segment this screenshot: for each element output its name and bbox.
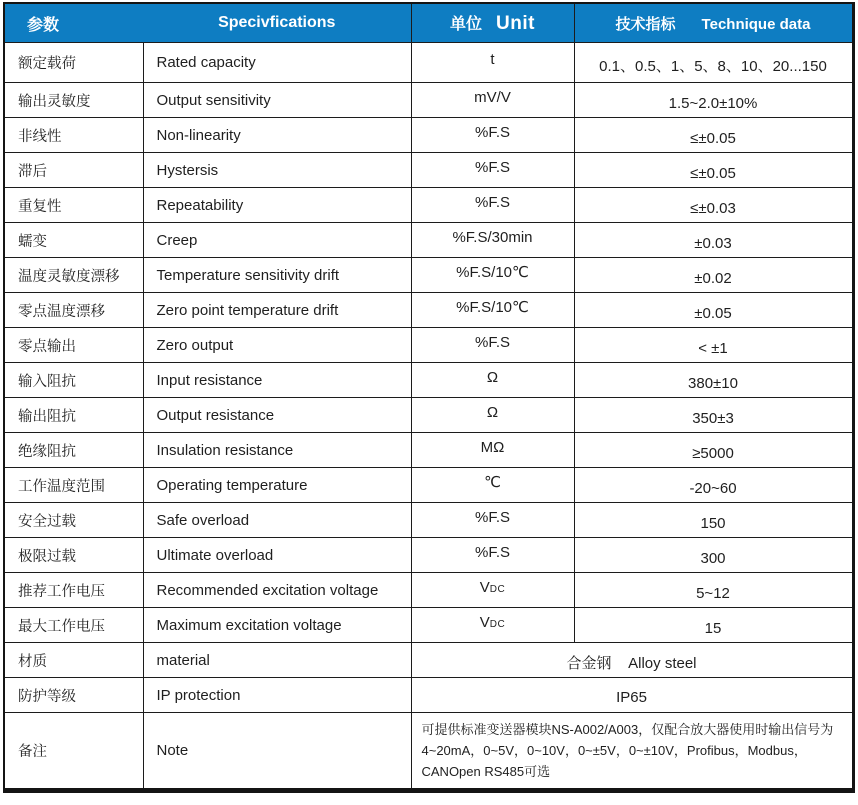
unit-cell bbox=[411, 258, 574, 293]
unit-subscript: DC bbox=[489, 583, 506, 595]
param-cell-zh: 输入阻抗 bbox=[4, 363, 143, 398]
table-row bbox=[4, 153, 853, 188]
table-row bbox=[4, 643, 853, 678]
unit-cell bbox=[411, 503, 574, 538]
header-unit-zh: 单位 bbox=[450, 16, 483, 33]
value-cell: ±0.02 bbox=[574, 258, 853, 293]
value-cell: 15 bbox=[574, 608, 853, 643]
unit-cell bbox=[411, 83, 574, 118]
table-row bbox=[4, 83, 853, 118]
unit-cell bbox=[411, 188, 574, 223]
header-param-zh: 参数 bbox=[27, 16, 60, 34]
unit-cell bbox=[411, 223, 574, 258]
value-cell: 5~12 bbox=[574, 573, 853, 608]
value-cell: < ±1 bbox=[574, 328, 853, 363]
param-cell-zh: 最大工作电压 bbox=[4, 608, 143, 643]
param-cell-zh: 非线性 bbox=[4, 118, 143, 153]
spec-cell-en: material bbox=[143, 643, 411, 678]
unit-cell bbox=[411, 608, 574, 643]
unit-cell bbox=[411, 363, 574, 398]
spec-table-body bbox=[4, 43, 853, 791]
unit-text: %F.S bbox=[474, 158, 510, 176]
unit-cell bbox=[411, 538, 574, 573]
unit-text: t bbox=[490, 51, 495, 68]
table-row bbox=[4, 573, 853, 608]
param-cell-zh: 额定载荷 bbox=[4, 43, 143, 83]
unit-text: Ω bbox=[486, 368, 499, 386]
unit-cell bbox=[411, 468, 574, 503]
table-row bbox=[4, 678, 853, 713]
table-row bbox=[4, 258, 853, 293]
unit-text: V bbox=[479, 578, 490, 596]
value-cell: 1.5~2.0±10% bbox=[574, 83, 853, 118]
spec-cell-en: Recommended excitation voltage bbox=[143, 573, 411, 608]
spec-cell-en: Hystersis bbox=[143, 153, 411, 188]
spec-cell-en: Input resistance bbox=[143, 363, 411, 398]
unit-cell bbox=[411, 398, 574, 433]
table-row bbox=[4, 363, 853, 398]
param-cell-zh: 温度灵敏度漂移 bbox=[4, 258, 143, 293]
unit-cell bbox=[411, 118, 574, 153]
spec-cell-en: Zero point temperature drift bbox=[143, 293, 411, 328]
spec-cell-en: Rated capacity bbox=[143, 43, 411, 83]
value-cell: ≤±0.03 bbox=[574, 188, 853, 223]
unit-text: ℃ bbox=[484, 474, 501, 491]
param-cell-zh: 备注 bbox=[4, 713, 143, 791]
header-data-zh: 技术指标 bbox=[615, 15, 676, 33]
header-unit bbox=[411, 3, 574, 43]
unit-cell bbox=[411, 293, 574, 328]
spec-sheet bbox=[3, 2, 855, 793]
value-cell: 380±10 bbox=[574, 363, 853, 398]
value-cell: ≤±0.05 bbox=[574, 118, 853, 153]
param-cell-zh: 防护等级 bbox=[4, 678, 143, 713]
unit-text: %F.S bbox=[474, 508, 510, 526]
param-cell-zh: 零点温度漂移 bbox=[4, 293, 143, 328]
param-cell-zh: 工作温度范围 bbox=[4, 468, 143, 503]
table-row bbox=[4, 713, 853, 791]
header-specifications bbox=[143, 3, 411, 43]
header-data-en: Technique data bbox=[701, 15, 811, 33]
table-row bbox=[4, 188, 853, 223]
unit-text: %F.S/10℃ bbox=[456, 264, 529, 281]
table-row bbox=[4, 223, 853, 258]
value-cell: 150 bbox=[574, 503, 853, 538]
unit-cell bbox=[411, 328, 574, 363]
unit-subscript: DC bbox=[489, 618, 506, 630]
param-cell-zh: 推荐工作电压 bbox=[4, 573, 143, 608]
merged-value-cell: IP65 bbox=[411, 678, 853, 713]
unit-text: %F.S bbox=[474, 193, 510, 211]
value-cell: ±0.03 bbox=[574, 223, 853, 258]
merged-value-cell: 可提供标准变送器模块NS-A002/A003，仅配合放大器使用时输出信号为4~20mA，0~5V，0~10V，0~±5V，0~±10V，Profibus，Modbus，CANOpen RS485可选 bbox=[411, 713, 853, 791]
table-row bbox=[4, 293, 853, 328]
unit-text: %F.S/10℃ bbox=[456, 299, 529, 316]
unit-text: %F.S bbox=[474, 333, 510, 351]
value-cell: -20~60 bbox=[574, 468, 853, 503]
spec-cell-en: Maximum excitation voltage bbox=[143, 608, 411, 643]
table-row bbox=[4, 328, 853, 363]
value-cell: ≥5000 bbox=[574, 433, 853, 468]
unit-cell bbox=[411, 153, 574, 188]
table-row bbox=[4, 503, 853, 538]
unit-cell bbox=[411, 573, 574, 608]
unit-text: V bbox=[479, 613, 490, 631]
spec-cell-en: Creep bbox=[143, 223, 411, 258]
spec-cell-en: Temperature sensitivity drift bbox=[143, 258, 411, 293]
value-cell: ±0.05 bbox=[574, 293, 853, 328]
param-cell-zh: 输出阻抗 bbox=[4, 398, 143, 433]
value-cell: 350±3 bbox=[574, 398, 853, 433]
unit-text: mV/V bbox=[474, 88, 511, 106]
param-cell-zh: 绝缘阻抗 bbox=[4, 433, 143, 468]
spec-cell-en: Note bbox=[143, 713, 411, 791]
table-row bbox=[4, 398, 853, 433]
header-unit-en: Unit bbox=[496, 13, 535, 34]
spec-cell-en: Output sensitivity bbox=[143, 83, 411, 118]
param-cell-zh: 重复性 bbox=[4, 188, 143, 223]
header-technique-data bbox=[574, 3, 853, 43]
table-row bbox=[4, 433, 853, 468]
spec-cell-en: Insulation resistance bbox=[143, 433, 411, 468]
unit-text: Ω bbox=[486, 403, 499, 421]
spec-cell-en: Repeatability bbox=[143, 188, 411, 223]
header-spec-en: Specivfications bbox=[218, 14, 336, 31]
spec-cell-en: Safe overload bbox=[143, 503, 411, 538]
param-cell-zh: 材质 bbox=[4, 643, 143, 678]
table-row bbox=[4, 43, 853, 83]
value-cell: 0.1、0.5、1、5、8、10、20...150 bbox=[574, 43, 853, 83]
spec-cell-en: Ultimate overload bbox=[143, 538, 411, 573]
param-cell-zh: 安全过载 bbox=[4, 503, 143, 538]
table-row bbox=[4, 538, 853, 573]
spec-cell-en: Non-linearity bbox=[143, 118, 411, 153]
spec-cell-en: Output resistance bbox=[143, 398, 411, 433]
value-cell: 300 bbox=[574, 538, 853, 573]
value-cell: ≤±0.05 bbox=[574, 153, 853, 188]
spec-table bbox=[3, 2, 855, 793]
unit-text: MΩ bbox=[480, 438, 505, 456]
param-cell-zh: 滞后 bbox=[4, 153, 143, 188]
unit-text: %F.S/30min bbox=[452, 228, 533, 246]
header-row bbox=[4, 3, 853, 43]
param-cell-zh: 输出灵敏度 bbox=[4, 83, 143, 118]
merged-value-cell: 合金钢 Alloy steel bbox=[411, 643, 853, 678]
spec-cell-en: Operating temperature bbox=[143, 468, 411, 503]
unit-cell bbox=[411, 43, 574, 83]
param-cell-zh: 零点输出 bbox=[4, 328, 143, 363]
unit-cell bbox=[411, 433, 574, 468]
param-cell-zh: 极限过载 bbox=[4, 538, 143, 573]
spec-cell-en: IP protection bbox=[143, 678, 411, 713]
unit-text: %F.S bbox=[474, 543, 510, 561]
table-row bbox=[4, 118, 853, 153]
param-cell-zh: 蠕变 bbox=[4, 223, 143, 258]
unit-text: %F.S bbox=[474, 123, 510, 141]
spec-cell-en: Zero output bbox=[143, 328, 411, 363]
table-row bbox=[4, 608, 853, 643]
header-param bbox=[4, 3, 143, 43]
table-row bbox=[4, 468, 853, 503]
